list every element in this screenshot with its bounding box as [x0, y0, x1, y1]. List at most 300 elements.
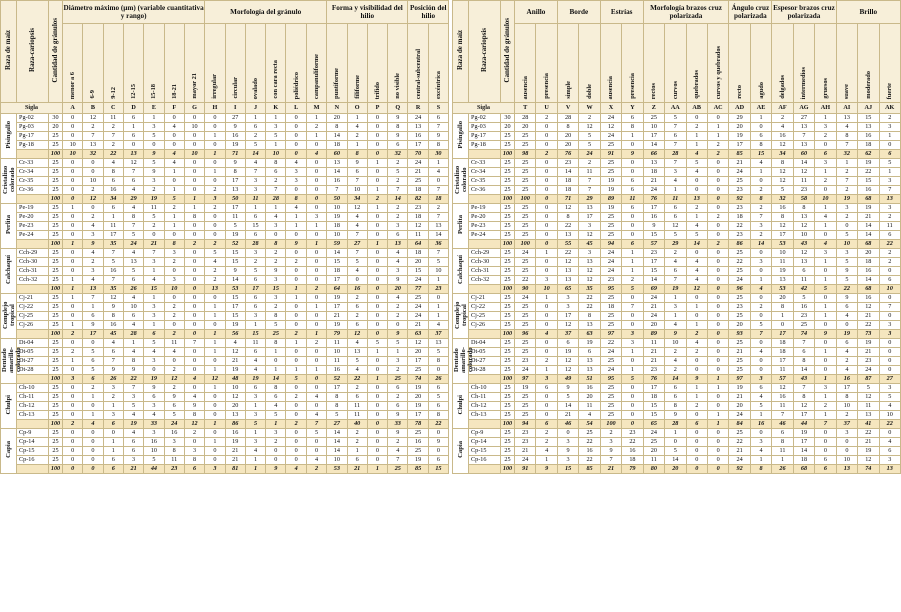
column-letter: T: [515, 103, 536, 114]
total-cell: 2: [367, 195, 387, 204]
value-cell: 0: [286, 384, 306, 393]
value-cell: 6: [836, 303, 857, 312]
value-cell: 0: [184, 177, 204, 186]
column-header: [557, 24, 578, 103]
value-cell: 4: [164, 123, 184, 132]
table-row: [1, 438, 449, 447]
value-cell: 1: [123, 339, 143, 348]
value-cell: 7: [665, 159, 686, 168]
value-cell: 27: [793, 114, 814, 123]
total-cell: 57: [643, 240, 664, 249]
value-cell: 8: [428, 141, 448, 150]
total-row: [1, 420, 449, 429]
value-cell: 12: [579, 276, 600, 285]
value-cell: 0: [63, 267, 83, 276]
value-cell: 6: [347, 321, 367, 330]
value-cell: 16: [103, 321, 123, 330]
value-cell: 24: [600, 114, 621, 123]
column-letter: I: [225, 103, 245, 114]
value-cell: 6: [123, 132, 143, 141]
value-cell: 0: [184, 141, 204, 150]
total-cell: 68: [793, 465, 814, 474]
value-cell: 0: [367, 222, 387, 231]
value-cell: 0: [205, 123, 225, 132]
value-cell: 22: [515, 276, 536, 285]
value-cell: 5: [665, 231, 686, 240]
value-cell: 13: [793, 258, 814, 267]
value-cell: 15: [225, 312, 245, 321]
total-cell: 6: [815, 465, 836, 474]
value-cell: 0: [707, 303, 728, 312]
value-cell: 2: [388, 303, 408, 312]
value-cell: 5: [225, 222, 245, 231]
value-cell: 5: [367, 339, 387, 348]
cariopsis-header-label: Raza-cariopsis: [28, 28, 36, 72]
value-cell: 3: [266, 276, 286, 285]
value-cell: 24: [515, 366, 536, 375]
value-cell: 10: [63, 141, 83, 150]
value-cell: 3: [286, 168, 306, 177]
value-cell: 24: [408, 114, 428, 123]
race-name: Complejo tropical: [453, 300, 468, 329]
value-cell: 7: [579, 186, 600, 195]
total-cell: 23: [428, 285, 448, 294]
value-cell: 0: [879, 357, 900, 366]
value-cell: 0: [63, 249, 83, 258]
value-cell: 0: [707, 357, 728, 366]
total-cell: 73: [858, 330, 879, 339]
value-cell: 19: [600, 204, 621, 213]
value-cell: 4: [428, 321, 448, 330]
value-cell: 14: [327, 168, 347, 177]
total-row: [1, 465, 449, 474]
subheader-row: [453, 24, 901, 103]
value-cell: 0: [367, 123, 387, 132]
value-cell: 5: [579, 141, 600, 150]
value-cell: 0: [879, 141, 900, 150]
total-cell: 0: [306, 375, 326, 384]
value-cell: 5: [879, 159, 900, 168]
value-cell: 20: [643, 447, 664, 456]
value-cell: 0: [879, 366, 900, 375]
value-cell: 24: [600, 249, 621, 258]
value-cell: 10: [184, 123, 204, 132]
table-row: [1, 231, 449, 240]
value-cell: 0: [367, 366, 387, 375]
granule-count: 25: [49, 159, 63, 168]
cariopsis-code: Cp-16: [469, 456, 501, 465]
value-cell: 0: [83, 339, 103, 348]
value-cell: 0: [428, 429, 448, 438]
table-row: [453, 411, 901, 420]
value-cell: 3: [750, 258, 771, 267]
value-cell: 2: [286, 258, 306, 267]
value-cell: 0: [815, 447, 836, 456]
value-cell: 7: [836, 141, 857, 150]
value-cell: 4: [686, 339, 707, 348]
total-cell: 1: [286, 285, 306, 294]
total-blank: [469, 420, 501, 429]
total-cell: 40: [347, 420, 367, 429]
sigla-row: [1, 103, 449, 114]
value-cell: 2: [266, 303, 286, 312]
value-cell: 15: [643, 267, 664, 276]
total-cell: 28: [665, 420, 686, 429]
value-cell: 4: [750, 447, 771, 456]
total-cell: 21: [144, 240, 164, 249]
value-cell: 0: [63, 177, 83, 186]
cariopsis-code: Pe-19: [17, 204, 49, 213]
granule-count: 25: [49, 222, 63, 231]
value-cell: 22: [557, 249, 578, 258]
value-cell: 24: [408, 303, 428, 312]
total-cell: 29: [665, 240, 686, 249]
value-cell: 6: [245, 303, 265, 312]
total-cell: 11: [622, 195, 643, 204]
value-cell: 2: [428, 204, 448, 213]
value-cell: 2: [388, 159, 408, 168]
total-cell: 27: [347, 240, 367, 249]
value-cell: 2: [815, 177, 836, 186]
value-cell: 1: [306, 366, 326, 375]
total-cell: 5: [622, 285, 643, 294]
total-cell: 2: [286, 420, 306, 429]
total-cell: 32: [836, 150, 857, 159]
value-cell: 0: [286, 411, 306, 420]
value-cell: 5: [388, 339, 408, 348]
cariopsis-code: Pe-23: [17, 222, 49, 231]
granule-count: 25: [501, 159, 515, 168]
value-cell: 5: [347, 258, 367, 267]
granule-count: 25: [49, 366, 63, 375]
total-cell: 0: [707, 195, 728, 204]
cariopsis-code: Dt-04: [469, 339, 501, 348]
value-cell: 5: [836, 276, 857, 285]
cariopsis-code: Cj-26: [469, 321, 501, 330]
value-cell: 25: [579, 429, 600, 438]
table-row: [453, 393, 901, 402]
value-cell: 23: [622, 429, 643, 438]
value-cell: 25: [600, 321, 621, 330]
table-row: [453, 348, 901, 357]
value-cell: 0: [428, 294, 448, 303]
value-cell: 3: [388, 357, 408, 366]
value-cell: 0: [536, 186, 557, 195]
total-cell: 60: [327, 150, 347, 159]
column-letter: AJ: [858, 103, 879, 114]
value-cell: 0: [707, 456, 728, 465]
value-cell: 0: [306, 204, 326, 213]
table-row: [1, 402, 449, 411]
value-cell: 25: [515, 348, 536, 357]
value-cell: 7: [103, 132, 123, 141]
value-cell: 0: [164, 141, 184, 150]
cariopsis-code: Cch-32: [17, 276, 49, 285]
total-cell: 100: [501, 150, 515, 159]
column-header-label: circular: [231, 77, 239, 99]
value-cell: 11: [772, 402, 793, 411]
value-cell: 19: [225, 366, 245, 375]
value-cell: 0: [815, 231, 836, 240]
total-cell: 14: [266, 375, 286, 384]
value-cell: 19: [579, 339, 600, 348]
value-cell: 3: [245, 438, 265, 447]
value-cell: 15: [245, 222, 265, 231]
value-cell: 6: [428, 402, 448, 411]
value-cell: 16: [225, 132, 245, 141]
value-cell: 0: [388, 321, 408, 330]
value-cell: 2: [836, 213, 857, 222]
cariopsis-code: Pe-24: [17, 231, 49, 240]
cariopsis-header-label: Raza-cariopsis: [480, 28, 488, 72]
value-cell: 25: [408, 294, 428, 303]
total-cell: 0: [707, 465, 728, 474]
granule-count: 25: [501, 231, 515, 240]
group-header: Morfología del gránulo: [205, 1, 327, 24]
value-cell: 25: [408, 447, 428, 456]
granule-count: 25: [49, 231, 63, 240]
value-cell: 0: [750, 294, 771, 303]
total-cell: 13: [83, 285, 103, 294]
value-cell: 0: [686, 114, 707, 123]
total-cell: 9: [815, 330, 836, 339]
value-cell: 12: [579, 123, 600, 132]
value-cell: 0: [205, 177, 225, 186]
column-header-label: con cara recta: [272, 60, 280, 99]
value-cell: 13: [83, 141, 103, 150]
value-cell: 14: [793, 159, 814, 168]
value-cell: 2: [879, 213, 900, 222]
table-row: [453, 438, 901, 447]
value-cell: 4: [772, 123, 793, 132]
granule-count: 25: [49, 456, 63, 465]
column-header-label: filiforme: [353, 75, 361, 99]
table-row: [453, 357, 901, 366]
value-cell: 5: [83, 366, 103, 375]
granule-count: 25: [501, 267, 515, 276]
value-cell: 24: [515, 456, 536, 465]
value-cell: 22: [729, 222, 750, 231]
column-letter: C: [103, 103, 123, 114]
table-row: [453, 339, 901, 348]
table-row: [453, 186, 901, 195]
value-cell: 14: [793, 447, 814, 456]
total-cell: 1: [184, 195, 204, 204]
value-cell: 25: [600, 393, 621, 402]
column-letter: R: [408, 103, 428, 114]
granule-count: 25: [501, 168, 515, 177]
column-header-label: curvos y quebrados: [714, 45, 722, 99]
total-cell: 74: [408, 375, 428, 384]
total-cell: 6: [103, 420, 123, 429]
total-cell: 3: [205, 465, 225, 474]
value-cell: 6: [347, 393, 367, 402]
value-cell: 0: [707, 447, 728, 456]
value-cell: 0: [184, 294, 204, 303]
column-header-label: mayor 21: [191, 73, 199, 99]
total-row: [1, 375, 449, 384]
value-cell: 25: [515, 222, 536, 231]
value-cell: 17: [793, 438, 814, 447]
total-cell: 37: [428, 330, 448, 339]
value-cell: 21: [729, 159, 750, 168]
value-cell: 18: [772, 339, 793, 348]
total-cell: 9: [144, 150, 164, 159]
total-cell: 42: [793, 285, 814, 294]
value-cell: 0: [63, 123, 83, 132]
total-cell: 48: [225, 375, 245, 384]
value-cell: 12: [858, 303, 879, 312]
value-cell: 3: [144, 312, 164, 321]
total-cell: 2: [286, 330, 306, 339]
table-row: [1, 276, 449, 285]
total-cell: 9: [686, 375, 707, 384]
value-cell: 11: [347, 411, 367, 420]
value-cell: 2: [579, 114, 600, 123]
value-cell: 7: [83, 294, 103, 303]
value-cell: 0: [879, 348, 900, 357]
value-cell: 2: [184, 429, 204, 438]
value-cell: 5: [144, 213, 164, 222]
total-cell: 11: [245, 195, 265, 204]
value-cell: 25: [600, 357, 621, 366]
total-cell: 6: [144, 330, 164, 339]
value-cell: 6: [347, 456, 367, 465]
value-cell: 1: [63, 276, 83, 285]
value-cell: 1: [144, 294, 164, 303]
value-cell: 25: [729, 357, 750, 366]
value-cell: 16: [579, 447, 600, 456]
value-cell: 25: [515, 393, 536, 402]
value-cell: 18: [622, 456, 643, 465]
table-row: [1, 249, 449, 258]
value-cell: 7: [793, 339, 814, 348]
value-cell: 4: [347, 222, 367, 231]
value-cell: 0: [367, 393, 387, 402]
total-cell: 100: [501, 465, 515, 474]
total-cell: 60: [793, 150, 814, 159]
total-row: [453, 420, 901, 429]
column-header: [103, 24, 123, 103]
total-cell: 37: [557, 330, 578, 339]
total-cell: 84: [729, 420, 750, 429]
value-cell: 0: [63, 258, 83, 267]
table-row: [453, 456, 901, 465]
value-cell: 17: [327, 276, 347, 285]
total-cell: 3: [879, 330, 900, 339]
value-cell: 0: [536, 321, 557, 330]
value-cell: 0: [184, 159, 204, 168]
value-cell: 6: [144, 393, 164, 402]
value-cell: 3: [836, 249, 857, 258]
value-cell: 0: [536, 222, 557, 231]
value-cell: 3: [245, 411, 265, 420]
total-cell: 64: [408, 240, 428, 249]
value-cell: 2: [83, 213, 103, 222]
value-cell: 2: [103, 141, 123, 150]
value-cell: 22: [858, 429, 879, 438]
value-cell: 0: [184, 186, 204, 195]
value-cell: 0: [707, 168, 728, 177]
column-header: [729, 24, 750, 103]
column-letter: M: [306, 103, 326, 114]
value-cell: 7: [184, 339, 204, 348]
table-row: [453, 159, 901, 168]
total-cell: 4: [815, 240, 836, 249]
value-cell: 1: [164, 186, 184, 195]
value-cell: 6: [665, 267, 686, 276]
value-cell: 0: [367, 132, 387, 141]
value-cell: 13: [793, 141, 814, 150]
granule-count: 25: [501, 411, 515, 420]
total-cell: 0: [184, 330, 204, 339]
value-cell: 8: [772, 438, 793, 447]
value-cell: 0: [686, 312, 707, 321]
race-name-cell: [453, 159, 469, 204]
value-cell: 11: [793, 177, 814, 186]
value-cell: 2: [686, 402, 707, 411]
cariopsis-code: Pe-23: [469, 222, 501, 231]
total-cell: 25: [388, 465, 408, 474]
total-cell: 2: [184, 240, 204, 249]
granule-count: 25: [49, 213, 63, 222]
value-cell: 3: [388, 222, 408, 231]
value-cell: 6: [347, 303, 367, 312]
value-cell: 1: [205, 312, 225, 321]
column-header-label: irregular: [211, 74, 219, 99]
column-header-label: ausencia: [521, 75, 529, 99]
value-cell: 0: [707, 393, 728, 402]
value-cell: 8: [836, 393, 857, 402]
column-header-label: 9-12: [109, 87, 117, 99]
value-cell: 7: [836, 177, 857, 186]
value-cell: 0: [622, 411, 643, 420]
total-cell: 68: [858, 195, 879, 204]
value-cell: 13: [557, 276, 578, 285]
total-cell: 17: [772, 330, 793, 339]
granule-count: 25: [49, 141, 63, 150]
value-cell: 4: [428, 168, 448, 177]
value-cell: 24: [729, 411, 750, 420]
value-cell: 7: [579, 177, 600, 186]
value-cell: 11: [327, 339, 347, 348]
value-cell: 24: [408, 276, 428, 285]
value-cell: 17: [327, 384, 347, 393]
total-cell: 49: [557, 375, 578, 384]
value-cell: 6: [428, 384, 448, 393]
value-cell: 0: [686, 357, 707, 366]
value-cell: 2: [665, 249, 686, 258]
total-cell: 12: [164, 375, 184, 384]
value-cell: 11: [793, 276, 814, 285]
value-cell: 14: [557, 168, 578, 177]
total-cell: 4: [286, 465, 306, 474]
total-cell: 21: [123, 465, 143, 474]
cariopsis-code: Cr-35: [17, 177, 49, 186]
value-cell: 19: [225, 231, 245, 240]
value-cell: 24: [643, 429, 664, 438]
value-cell: 11: [772, 447, 793, 456]
table-row: [1, 348, 449, 357]
value-cell: 10: [836, 456, 857, 465]
total-cell: 2: [164, 330, 184, 339]
value-cell: 13: [836, 114, 857, 123]
value-cell: 12: [793, 402, 814, 411]
value-cell: 3: [815, 249, 836, 258]
cariopsis-code: Cch-29: [17, 249, 49, 258]
value-cell: 19: [858, 204, 879, 213]
value-cell: 19: [225, 438, 245, 447]
